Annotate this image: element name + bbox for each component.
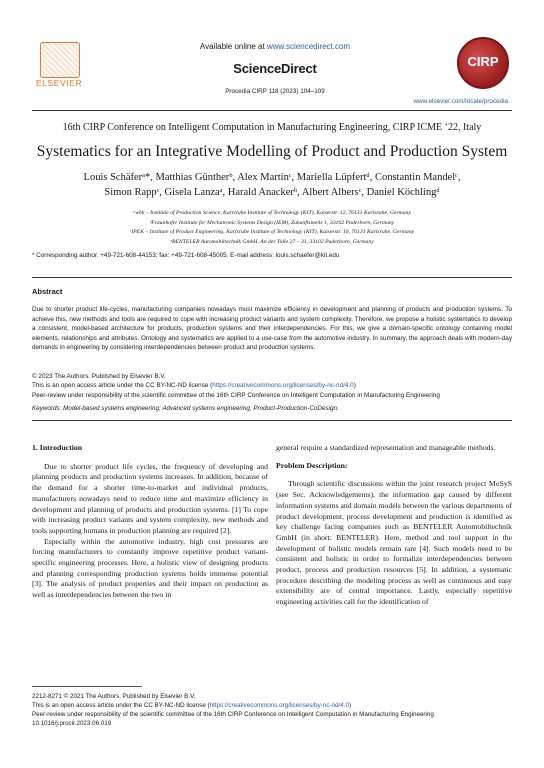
footer-rule bbox=[32, 686, 142, 687]
doi: 10.1016/j.procir.2023.06.019 bbox=[32, 720, 112, 727]
elsevier-tree-icon bbox=[40, 42, 80, 78]
paragraph: Due to shorter product life cycles, the frequency of developing and planning products and production systems increases. In addition, because of the demand for a shorter time-to-market and individual products, manufacturers nowadays need to reduce time and maximize efficiency in development and planning of products and production systems. [1] To cope with increasing product variants and system complexity, new methods and tools supporting humans in production planning are required [2]. bbox=[32, 461, 268, 535]
abstract-top-rule bbox=[32, 277, 512, 278]
open-access-suffix: ) bbox=[353, 382, 356, 390]
available-online bbox=[140, 42, 410, 51]
paragraph: Especially within the automotive industry, high cost pressures are forcing manufacturers to constantly improve repetitive product variant-specific engineering processes. Here, a holistic view of designing products and planning corresponding production systems holds immense potential [3]. The analysis of product properties and their impact on production as well as interdependencies between the two in bbox=[32, 536, 268, 600]
affiliation: ᵃwbk – Institute of Production Science, Karlsruhe Institute of Technology (KIT), Kaiserstr. 12, 76131 Karlsruhe, Germany bbox=[133, 210, 411, 216]
subsection-heading: Problem Description: bbox=[276, 460, 348, 470]
conference-name: 16th CIRP Conference on Intelligent Computation in Manufacturing Engineering, CIRP ICME ‘22, Italy bbox=[62, 122, 482, 133]
platform-name: ScienceDirect bbox=[233, 61, 317, 76]
body-top-rule bbox=[32, 420, 512, 421]
footer-oa-prefix: This is an open access article under the CC BY-NC-ND license ( bbox=[32, 702, 210, 709]
author-list bbox=[60, 170, 484, 200]
abstract-heading: Abstract bbox=[32, 287, 63, 296]
open-access-prefix: This is an open access article under the CC BY-NC-ND license ( bbox=[32, 382, 213, 390]
keywords: Keywords: Model-based systems engineering; Advanced systems engineering; Product-Production-CoDesign. bbox=[32, 405, 339, 412]
license-link[interactable]: https://creativecommons.org/licenses/by-nc-nd/4.0 bbox=[212, 382, 354, 390]
authors-line: Louis Schäferᵃ*, Matthias Güntherᵇ, Alex Martinᶜ, Mariella Lüpfertᵈ, Constantin Mandelᶜ, bbox=[83, 172, 461, 183]
footer-open-access bbox=[32, 701, 512, 710]
cirp-logo-text: CIRP bbox=[467, 54, 499, 69]
left-column bbox=[32, 443, 268, 601]
footer bbox=[32, 692, 512, 728]
paper-title: Systematics for an Integrative Modelling of Product and Production System bbox=[36, 143, 508, 160]
publisher-name: ELSEVIER bbox=[35, 78, 83, 88]
paragraph-continued: general require a standardized representation and manageable methods. bbox=[276, 443, 496, 452]
journal-homepage-link[interactable]: www.elsevier.com/locate/procedia bbox=[413, 98, 508, 105]
footer-license-link[interactable]: https://creativecommons.org/licenses/by-nc-nd/4.0 bbox=[209, 702, 349, 709]
elsevier-logo bbox=[32, 40, 86, 92]
paragraph: Through scientific discussions within the joint research project MoSyS (see Sec. Acknowledgements), the information gap caused by different information systems and domain models between the various departments of product development, process development and production is identified as key challenge facing companies such as BENTELER Automobiltechnik GmbH (in short: BENTELER). Here, method and tool support in the development of holistic models remain rare [4]. Such models need to be consistent and holistic in order to formalize interdependencies between product, process and production resources [5]. In addition, a systematic procedure describing the modeling process as well as continuous and easy extensibility are of central importance. Lastly, especially repetitive engineering activities call for the identification of bbox=[276, 479, 512, 607]
header-rule bbox=[32, 110, 512, 111]
sciencedirect-link[interactable]: www.sciencedirect.com bbox=[266, 42, 351, 51]
authors-line: Simon Rappᶜ, Gisela Lanzaᵃ, Harald Anackerᵇ, Albert Albersᶜ, Daniel Köchlingᵈ bbox=[104, 187, 440, 198]
journal-citation: Procedia CIRP 118 (2023) 104–109 bbox=[225, 88, 325, 95]
affiliations bbox=[40, 209, 504, 247]
footer-peer-review: Peer-review under responsibility of the scientific committee of the 16th CIRP Conference on Intelligent Computation in Manufacturing Engineering bbox=[32, 711, 434, 718]
license-block bbox=[32, 372, 512, 400]
abstract-text: Due to shorter product life-cycles, manufacturing companies nowadays must maximize efficiency in development and planning of products and production systems. To achieve this, new methods and tools are required to cope with increasing product variants and system complexity. Therefore, we propose a holistic systematics to develop a consistent, model-based architecture for products, production systems and their interdependencies. For this, we give a domain-specific ontology containing model elements, relationships and attributes. Ontology and systematics are applied to a use-case from the automotive industry. In summary, the approach deals with modern-day demands in engineering by considering interdependencies between product and production systems. bbox=[32, 306, 512, 352]
section-heading: 1. Introduction bbox=[32, 443, 83, 452]
open-access-line bbox=[32, 381, 512, 390]
available-prefix: Available online at bbox=[199, 42, 267, 51]
corresponding-author: * Corresponding author. +49-721-608-44153; fax: +49-721-608-45005. E-mail address: louis.schaefer@kit.edu bbox=[32, 252, 340, 259]
affiliation: ᵈBENTELER Automobiltechnik GmbH, An der Talle 27 – 31, 33102 Paderborn, Germany bbox=[170, 238, 374, 245]
peer-review-line: Peer-review under responsibility of the scientific committee of the 16th CIRP Conference on Intelligent Computation in Manufacturing Engineering bbox=[32, 391, 440, 399]
affiliation: ᵇFraunhofer Institute for Mechatronic Systems Design (IEM), Zukunftsmeile 1, 33102 Paderborn, Germany bbox=[149, 219, 395, 226]
issn-line: 2212-8271 © 2021 The Authors. Published by Elsevier B.V. bbox=[32, 693, 196, 700]
right-column bbox=[276, 443, 512, 608]
footer-oa-suffix: ) bbox=[348, 702, 352, 709]
cirp-logo bbox=[457, 37, 509, 89]
affiliation: ᶜIPEK – Institute of Product Engineering, Karlsruhe Institute of Technology (KIT), Kaiserstr. 10, 76131 Karlsruhe, Germany bbox=[129, 229, 415, 235]
copyright-line: © 2023 The Authors. Published by Elsevier B.V. bbox=[32, 373, 166, 380]
